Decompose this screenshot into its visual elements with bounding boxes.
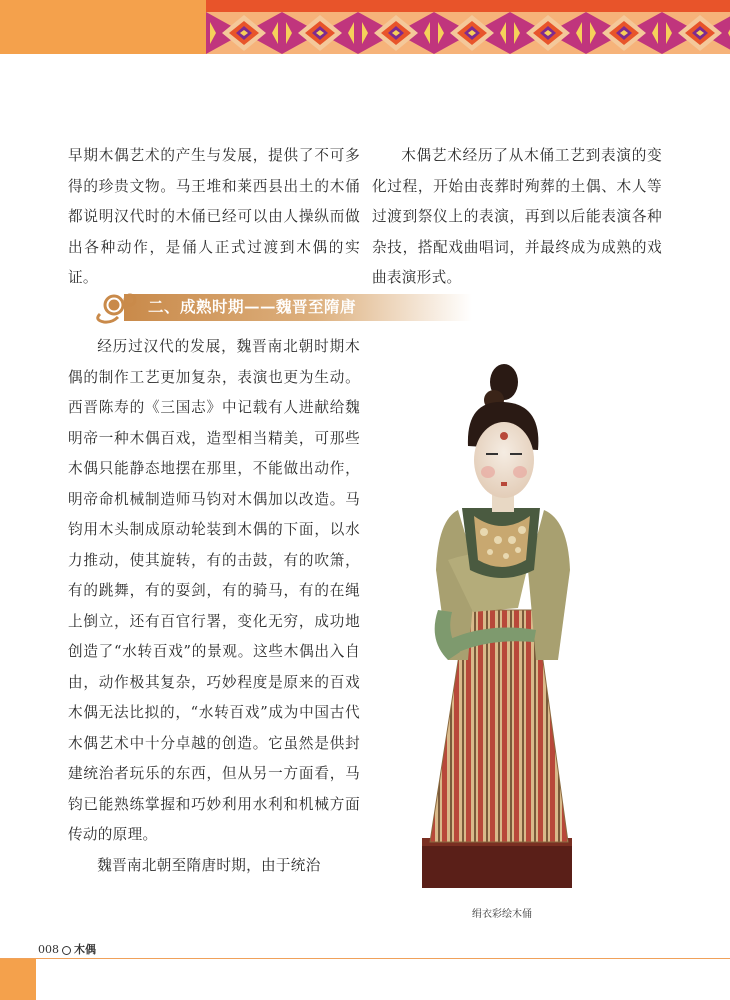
wooden-puppet-figure-icon — [418, 360, 584, 890]
page-number: 008 — [38, 943, 59, 956]
footer-orange-block — [0, 959, 36, 1000]
header-orange-block — [0, 0, 206, 54]
paragraph-right-top-text: 木偶艺术经历了从木俑工艺到表演的变化过程，开始由丧葬时殉葬的土偶、木人等过渡到祭仪上的表演，再到以后能表演各种杂技，搭配戏曲唱词，并最终成为成熟的戏曲表演形式。 — [372, 147, 662, 286]
footer-rule — [0, 958, 730, 959]
book-title: 木偶 — [74, 943, 96, 956]
paragraph-left-main — [68, 332, 360, 881]
paragraph-left-top: 早期木偶艺术的产生与发展，提供了不可多得的珍贵文物。马王堆和莱西县出土的木俑都说明汉代时的木俑已经可以由人操纵而做出各种动作，是俑人正式过渡到木偶的实证。 — [68, 147, 360, 286]
section-heading: 二、成熟时期——魏晋至隋唐 — [148, 297, 357, 316]
footer-page-label — [38, 941, 96, 957]
header-diamond-pattern — [206, 12, 730, 54]
figure-caption: 绢衣彩绘木俑 — [472, 909, 532, 920]
circle-icon — [62, 946, 71, 955]
paragraph-main-2: 魏晋南北朝至隋唐时期，由于统治 — [97, 856, 321, 874]
header-red-stripe — [206, 0, 730, 12]
paragraph-main-1: 经历过汉代的发展，魏晋南北朝时期木偶的制作工艺更加复杂，表演也更为生动。西晋陈寿的《三国志》中记载有人进献给魏明帝一种木偶百戏，造型相当精美，可那些木偶只能静态地摆在那里，不能做出动作，明帝命机械制造师马钧对木偶加以改造。马钧用木头制成原动轮装到木偶的下面，以水力推动，使其旋转，有的击鼓，有的吹箫，有的跳舞，有的耍剑，有的骑马，有的在绳上倒立，还有百官行署，变化无穷，成功地创造了“水转百戏”的景观。这些木偶出入自由，动作极其复杂，巧妙程度是原来的百戏木偶无法比拟的，“水转百戏”成为中国古代木偶艺术中十分卓越的创造。它虽然是供封建统治者玩乐的东西，但从另一方面看，马钧已能熟练掌握和巧妙利用水利和机械方面传动的原理。 — [68, 338, 360, 843]
paragraph-right-top — [372, 141, 662, 294]
